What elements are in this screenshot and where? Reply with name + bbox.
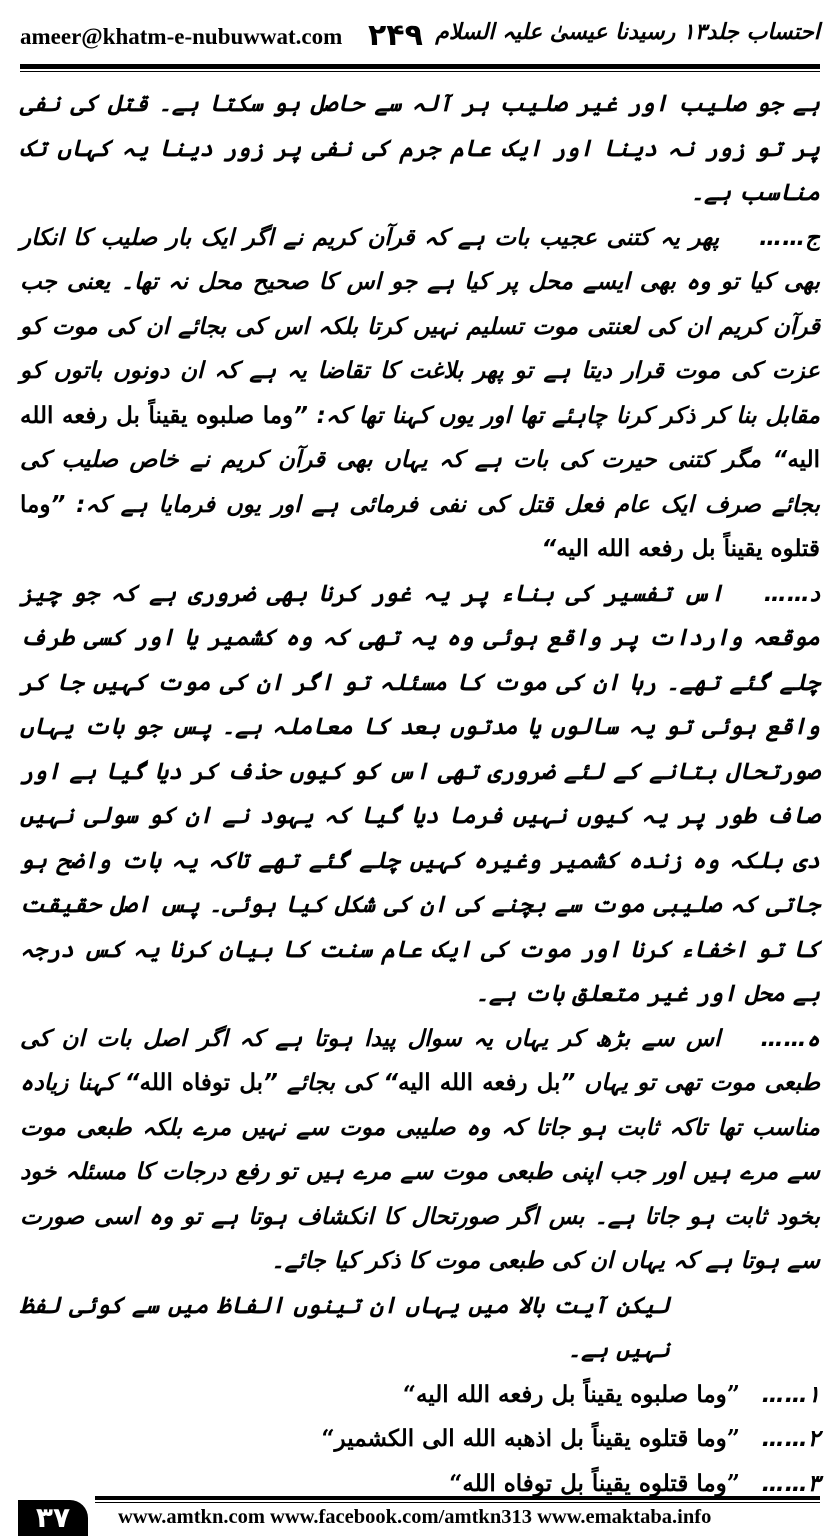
list-item-number: ۳…… [761,1470,820,1497]
list-item [20,1417,820,1462]
header-rule-thin [20,71,820,72]
footer-rule [95,1496,820,1500]
paragraph-c-text: پھر یہ کتنی عجیب بات ہے کہ قرآن کریم نے اگر ایک بار صلیب کا انکار بھی کیا تو وہ بھی ایسے محل پر کیا ہے جو اس کا صحیح محل نہ تھا۔ یعنی جب قرآن کریم ان کی لعنتی موت تسلیم نہیں کرتا بلکہ اس کی بجائے ان کی موت کو عزت کی موت قرار دیتا ہے تو پھر بلاغت کا تقاضا یہ ہے کہ ان دونوں باتوں کو مقابل بنا کر ذکر کرنا چاہئے تھا اور یوں کہنا تھا کہ: ” [20,224,820,429]
quote-close: “ [541,536,557,562]
paragraph-c [20,216,820,572]
paragraph-e-text-2: “ کی بجائے ” [263,1070,399,1096]
quote-arabic-2: وما قتلوه یقیناً بل رفعه الله الیه [20,490,820,562]
list-item [20,1373,820,1418]
paragraph-d-text: اس تفسیر کی بناء پر یہ غور کرنا بھی ضروری ہے کہ جو چیز موقعہ واردات پر واقع ہوئی وہ یہ تھی کہ وہ کشمیر یا اور کسی طرف چلے گئے تھے۔ رہا ان کی موت کا مسئلہ تو اگر ان کی موت کہیں جا کر واقع ہوئی تو یہ سالوں یا مدتوں بعد کا معاملہ ہے۔ پس جو بات یہاں صورتحال بتانے کے لئے ضروری تھی اس کو کیوں حذف کر دیا گیا ہے اور صاف طور پر یہ کیوں نہیں فرما دیا گیا کہ یہود نے ان کو سولی نہیں دی بلکہ وہ زندہ کشمیر وغیرہ کہیں چلے گئے تھے تاکہ یہ بات واضح ہو جاتی کہ صلیبی موت سے بچنے کی ان کی شکل کیا ہوئی۔ پس اصل حقیقت کا تو اخفاء کرنا اور موت کی ایک عام سنت کا بیان کرنا یہ کس درجہ بے محل اور غیر متعلق بات ہے۔ [20,580,820,1007]
footer-links: www.amtkn.com www.facebook.com/amtkn313 www.emaktaba.info [118,1506,712,1528]
paragraph-c-text-2: “ مگر کتنی حیرت کی بات ہے کہ یہاں بھی قرآن کریم نے خاص صلیب کی بجائے صرف ایک عام فعل قتل کی نفی فرمائی ہے اور یوں فرمایا ہے کہ: ” [20,447,820,518]
paragraph-e-text: اس سے بڑھ کر یہاں یہ سوال پیدا ہوتا ہے کہ اگر اصل بات ان کی طبعی موت تھی تو یہاں ” [20,1025,821,1096]
paragraph-label-d: د…… [763,580,820,607]
paragraph-label-e: ہ…… [760,1025,820,1052]
list-item-number: ۲…… [761,1426,820,1452]
footer-rule-thin [95,1502,820,1503]
body-text [20,82,820,1506]
book-title: احتساب جلد۱۳ رسیدنا عیسیٰ علیہ السلام [435,20,820,45]
paragraph-d [20,572,820,1017]
page-number: ۲۴۹ [368,18,423,53]
list-item-number: ۱…… [761,1381,820,1408]
list-item-quote: ”وما قتلوه یقیناً بل اذهبه الله الی الکشمیر“ [321,1425,740,1452]
paragraph-label-c: ج…… [759,224,820,251]
paragraph-e [20,1017,820,1284]
quote-arabic-3: بل رفعه الله الیه [398,1069,561,1096]
footer-page-badge: ۳۷ [18,1500,88,1536]
header-rule [20,64,820,69]
quote-arabic-4: بل توفاه الله [139,1069,264,1096]
paragraph-1: ہے جو صلیب اور غیر صلیب ہر آلہ سے حاصل ہو سکتا ہے۔ قتل کی نفی پر تو زور نہ دینا اور ایک عام جرم کی نفی پر زور دینا یہ کہاں تک مناسب ہے۔ [20,91,820,206]
list-item-quote: ”وما صلبوه یقیناً بل رفعه الله الیه“ [402,1380,740,1408]
quote-arabic-1: وما صلبوه یقیناً بل رفعه الله الیه [20,401,820,473]
paragraph-e-text-3: “ کہنا زیادہ مناسب تھا تاکہ ثابت ہو جاتا کہ وہ صلیبی موت سے نہیں مرے بلکہ طبعی موت سے مرے ہیں اور جب اپنی طبعی موت سے مرے ہیں تو رفع درجات کا مسئلہ خود بخود ثابت ہو جاتا ہے۔ بس اگر صورتحال کا انکشاف ہوتا ہے تو وہ اسی صورت سے ہوتا ہے کہ یہاں ان کی طبعی موت کا ذکر کیا جائے۔ [20,1070,820,1274]
list-item-quote: ”وما قتلوه یقیناً بل توفاه الله“ [449,1469,740,1497]
email-address: ameer@khatm-e-nubuwwat.com [20,24,343,49]
page-header [20,18,820,58]
paragraph-last: لیکن آیت بالا میں یہاں ان تینوں الفاظ میں سے کوئی لفظ نہیں ہے۔ [20,1292,670,1363]
